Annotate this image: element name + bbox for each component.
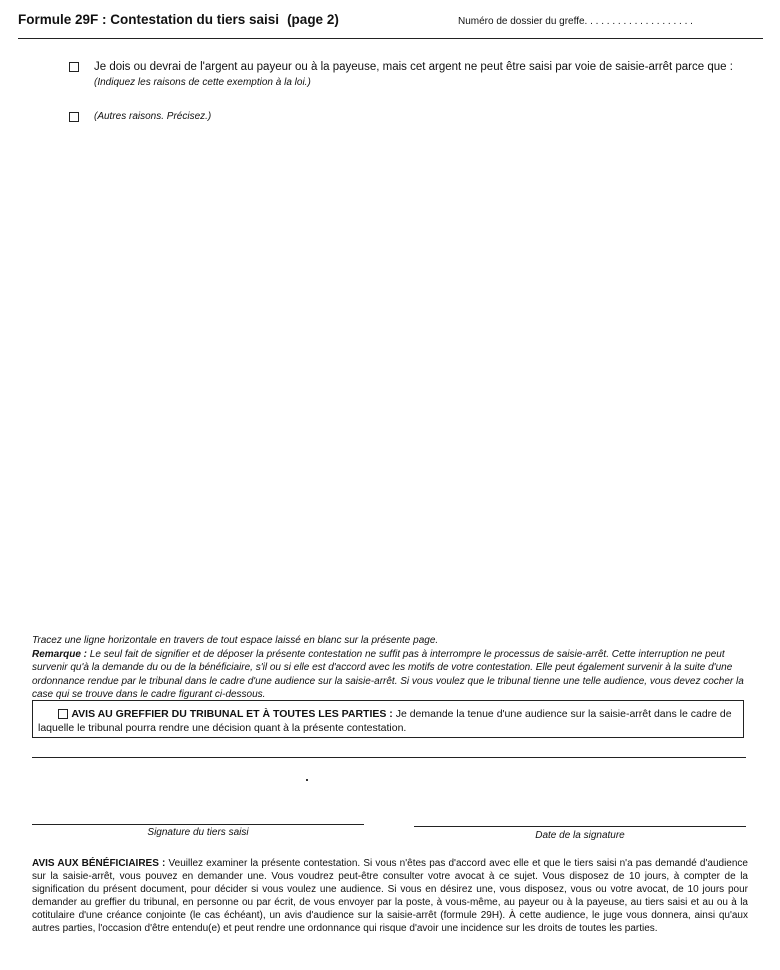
- beneficiaries-notice: [32, 857, 748, 935]
- date-label: Date de la signature: [535, 830, 625, 841]
- hearing-request-text: [38, 707, 738, 735]
- blank-space-instruction: Tracez une ligne horizontale en travers de tout espace laissé en blanc sur la présente page.: [32, 635, 439, 646]
- hearing-request-label: AVIS AU GREFFIER DU TRIBUNAL ET À TOUTES LES PARTIES :: [71, 708, 393, 720]
- stray-mark: [306, 779, 308, 781]
- other-reasons-checkbox[interactable]: [69, 112, 79, 122]
- form-title-text: Formule 29F : Contestation du tiers saisi: [18, 12, 280, 27]
- header-divider: [18, 38, 763, 39]
- beneficiaries-text: Veuillez examiner la présente contestation. Si vous n'êtes pas d'accord avec elle et que le tiers saisi n'a pas demandé d'audience sur la saisie-arrêt, vous pouvez en demander une. Vous voudrez peut-être consulter votre avocat à ce sujet. Vous disposez de 10 jours, à compter de la signification du présent document, pour décider si vous voulez une audience. Si vous en désirez une, vous disposez, vous ou votre avocat, de 10 jours pour demander au greffier du tribunal, en personne ou par écrit, de vous envoyer par la poste, à vous-même, au payeur ou à la payeuse, au tiers saisi et au ou à la cotitulaire d'une créance conjointe (le cas échéant), un avis d'audience sur la saisie-arrêt (formule 29H). À cette audience, le juge vous donnera, ainsi qu'aux autres parties, l'occasion d'être entendu(e) et peut rendre une ordonnance qui risque d'avoir une incidence sur les droits de toutes les parties.: [32, 858, 748, 934]
- remark-text: Le seul fait de signifier et de déposer la présente contestation ne suffit pas à interrompre le processus de saisie-arrêt. Cette interruption ne peut survenir qu'à la demande du ou de la bénéficiaire, s'il ou si elle est d'accord avec les motifs de votre contestation. Elle peut également survenir à la suite d'une ordonnance rendue par le tribunal dans le cadre d'une audience sur la saisie-arrêt. Si vous voulez que le tribunal tienne une telle audience, vous devez cocher la case qui se trouve dans le cadre figurant ci-dessous.: [32, 648, 744, 700]
- section-divider: [32, 757, 746, 758]
- hearing-request-body: Je demande la tenue d'une audience sur la saisie-arrêt dans le cadre de laquelle le tribunal pourra rendre une décision quant à la présente contestation.: [38, 708, 732, 734]
- beneficiaries-label: AVIS AUX BÉNÉFICIAIRES :: [32, 858, 166, 869]
- remark-paragraph: [32, 648, 748, 702]
- page-number: (page 2): [287, 12, 339, 27]
- other-reasons-hint: (Autres raisons. Précisez.): [94, 111, 212, 122]
- hearing-request-checkbox[interactable]: [58, 709, 68, 719]
- exemption-checkbox[interactable]: [69, 62, 79, 72]
- remark-label: Remarque :: [32, 648, 88, 660]
- date-line[interactable]: [414, 826, 746, 827]
- instructions-block: [32, 634, 748, 702]
- signature-line[interactable]: [32, 824, 364, 825]
- exemption-option-hint: (Indiquez les raisons de cette exemption à la loi.): [94, 77, 311, 88]
- exemption-option-text: Je dois ou devrai de l'argent au payeur ou à la payeuse, mais cet argent ne peut être saisi par voie de saisie-arrêt parce que :: [94, 61, 733, 73]
- form-title: [18, 12, 339, 27]
- signature-label: Signature du tiers saisi: [147, 827, 249, 838]
- exemption-option: [94, 60, 744, 90]
- court-file-number-field[interactable]: Numéro de dossier du greffe. . . . . . . . . . . . . . . . . . . .: [458, 16, 693, 27]
